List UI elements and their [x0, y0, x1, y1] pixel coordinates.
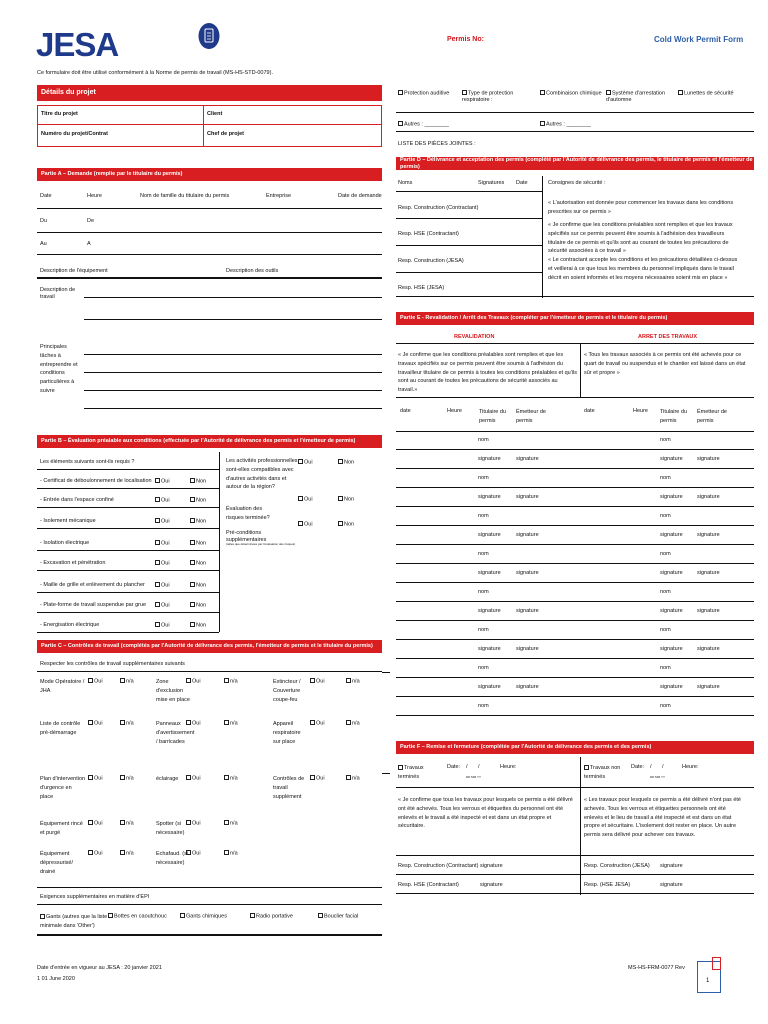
partB-rq2-non[interactable]: Non [338, 521, 354, 528]
project-manager-label: Chef de projet [207, 131, 244, 137]
rt-item-0[interactable]: Protection auditive [398, 90, 458, 97]
project-title-label: Titre du projet [41, 111, 78, 117]
partF-sig-2l: signature [480, 882, 503, 888]
partA-date-label: Date [40, 193, 52, 199]
partE-row4-nom-2: nom [660, 513, 671, 519]
partB-rq1-oui[interactable]: Oui [298, 459, 313, 466]
partE-row5-signature-1: signature [516, 532, 539, 538]
partE-row14-nom-0: nom [478, 703, 489, 709]
partB-item-4-non[interactable]: Non [190, 560, 206, 567]
partC-r2-c1-label: éclairage [156, 776, 179, 782]
epi-item-4[interactable]: Bouclier facial [318, 913, 358, 920]
partD-text3: « Le contractant accepte les conditions et les précautions détaillées ci-dessus et veillerai à ce que tous les membres du personnel impliqués dans le travail décrit en soient informés et les moyens nécessaires soient mis en place » [548, 257, 738, 281]
partD-role-0: Resp. Construction (Contractant) [398, 205, 479, 211]
partE-row1-signature-2: signature [660, 456, 683, 462]
partC-r2-c0-label: Plan d'intervention d'urgence en place [40, 776, 86, 800]
partE-row7-signature-2: signature [660, 570, 683, 576]
partC-r0-c1-label: Zone d'exclusion mise en place [156, 679, 190, 703]
partE-row8-nom-0: nom [478, 589, 489, 595]
partA-desc-equip-label: Description de l'équipement [40, 268, 108, 274]
epi-item-2[interactable]: Gants chimiques [180, 913, 227, 920]
partE-row13-signature-0: signature [478, 684, 501, 690]
partB-item-3-oui[interactable]: Oui [155, 540, 170, 547]
partE-row3-signature-3: signature [697, 494, 720, 500]
partE-row3-signature-0: signature [478, 494, 501, 500]
partF-slash-r2: / [662, 764, 664, 770]
footer-effective: Date d'entrée en vigueur au JESA : 20 janvier 2021 [37, 965, 162, 971]
partB-item-0: - Certificat de déboulonnement de localisation [40, 478, 152, 484]
partE-row5-signature-2: signature [660, 532, 683, 538]
partF-r1r: Resp. Construction (JESA) [584, 863, 650, 869]
partB-item-1: - Entrée dans l'espace confiné [40, 497, 114, 503]
partC-r3-c0-label: Équipement rincé et purgé [40, 821, 83, 836]
partC-respecter: Respecter les contrôles de travail supplémentaires suivants [40, 661, 185, 667]
partA-heure-label: Heure [87, 193, 102, 199]
partC-r3-c1-label: Spotter (si nécessaire) [156, 821, 185, 836]
page-corner-marker [712, 957, 721, 970]
partE-row9-signature-2: signature [660, 608, 683, 614]
partF-heure-l: Heure: [500, 764, 517, 770]
partE-text-right: « Tous les travaux associés à ce permis ont été achevés pour ce quart de travail ou suspendus et le chantier est laissé dans un état sûr et propre » [584, 352, 746, 376]
partC-r1-c1-oui[interactable]: Oui [186, 720, 201, 727]
partB-right-q3: Pré-conditions supplémentaires [226, 530, 267, 543]
partE-row13-signature-1: signature [516, 684, 539, 690]
partC-r0-c1-na[interactable]: n/a [224, 678, 238, 685]
partE-row14-nom-2: nom [660, 703, 671, 709]
partC-r2-c2-na[interactable]: n/a [346, 775, 360, 782]
partF-slash-l2: / [478, 764, 480, 770]
partE-row6-nom-0: nom [478, 551, 489, 557]
partF-sig-1l: signature [480, 863, 503, 869]
partF-slash-l1: / [466, 764, 468, 770]
partF-termines[interactable]: Travaux terminés [398, 765, 424, 780]
partC-r0-c2-oui[interactable]: Oui [310, 678, 325, 685]
partB-rq1b-non[interactable]: Non [338, 496, 354, 503]
partB-item-3: - Isolation électrique [40, 540, 90, 546]
partB-item-4-oui[interactable]: Oui [155, 560, 170, 567]
partB-right-q1: Les activités professionnelles sont-elles compatibles avec d'autres activités dans et autour de la région? [226, 458, 298, 491]
partB-item-5-non[interactable]: Non [190, 582, 206, 589]
partC-r3-c0-oui[interactable]: Oui [88, 820, 103, 827]
partB-item-2: - Isolement mécanique [40, 518, 96, 524]
partE-row9-signature-3: signature [697, 608, 720, 614]
partE-date-r: date [584, 408, 595, 414]
rt-autres-1[interactable]: Autres : ________ [398, 121, 449, 128]
partB-item-0-non[interactable]: Non [190, 478, 206, 485]
partC-r1-c2-label: Appareil respiratoire sur place [273, 721, 301, 745]
partE-emetteur-l: Émetteur de permis [516, 409, 546, 424]
partE-date-l: date [400, 408, 411, 414]
partB-item-1-oui[interactable]: Oui [155, 497, 170, 504]
partF-text-right: « Les travaux pour lesquels ce permis a été délivré n'ont pas été achevés. Tous les verrous et étiquettes personnels ont été enlevés et le lieu de travail a été inspecté et est dans un état propre et sécuritaire. L'isolement doit rester en place. Un autre permis sera délivré pour achever ces travaux. [584, 797, 741, 839]
partB-item-1-non[interactable]: Non [190, 497, 206, 504]
footer-rev: 1 01 June 2020 [37, 976, 75, 982]
partC-epi-label: Exigences supplémentaires en matière d'EPI [40, 894, 150, 900]
partE-row7-signature-3: signature [697, 570, 720, 576]
partC-r2-c2-oui[interactable]: Oui [310, 775, 325, 782]
details-header: Détails du projet [37, 85, 382, 101]
partE-row1-signature-0: signature [478, 456, 501, 462]
jesa-logo: JESA [36, 26, 119, 63]
partD-noms: Noms [398, 180, 413, 186]
partD-consignes: Consignes de sécurité : [548, 180, 606, 186]
rt-item-4[interactable]: Lunettes de sécurité [678, 90, 753, 97]
partE-row10-nom-0: nom [478, 627, 489, 633]
partA-taches-label: Principales tâches à entreprendre et conditions particulières à suivre [40, 344, 78, 394]
partA-de-label: De [87, 218, 95, 224]
partE-emetteur-r: Émetteur de permis [697, 409, 727, 424]
partE-heure-l: Heure [447, 408, 462, 414]
partE-row12-nom-0: nom [478, 665, 489, 671]
partF-r2r: Resp. (HSE JESA) [584, 882, 631, 888]
partC-r0-c2-na[interactable]: n/a [346, 678, 360, 685]
partE-row3-signature-1: signature [516, 494, 539, 500]
partE-row4-nom-0: nom [478, 513, 489, 519]
partA-desc-outils-label: Description des outils [226, 268, 279, 274]
partB-item-0-oui[interactable]: Oui [155, 478, 170, 485]
intro-text: Ce formulaire doit être utilisé conformément à la Norme de permis de travail (MS-HS-STD-0079). [37, 70, 273, 76]
partF-r2l: Resp. HSE (Contractant) [398, 882, 459, 888]
partB-item-4: - Excavation et pénétration [40, 560, 106, 566]
partC-r3-c1-oui[interactable]: Oui [186, 820, 201, 827]
partE-titulaire-r: Titulaire du permis [660, 409, 688, 424]
partE-row11-signature-0: signature [478, 646, 501, 652]
partD-text1: « L'autorisation est donnée pour commencer les travaux dans les conditions prescrites sur ce permis » [548, 200, 734, 215]
partC-r1-c0-na[interactable]: n/a [120, 720, 134, 727]
partE-row0-nom-0: nom [478, 437, 489, 443]
partF-sig-1r: signature [660, 863, 683, 869]
partC-r0-c2-label: Extincteur / Couverture coupe-feu [273, 679, 301, 703]
seal-icon [198, 22, 220, 50]
epi-item-1[interactable]: Bottes en caoutchouc [108, 913, 167, 920]
partC-r4-c0-na[interactable]: n/a [120, 850, 134, 857]
partE-row3-signature-2: signature [660, 494, 683, 500]
partE-row5-signature-0: signature [478, 532, 501, 538]
partB-right-q3-note: (telles que déterminées par l'évaluation des risques) [226, 542, 296, 546]
partE-row11-signature-1: signature [516, 646, 539, 652]
partA-desc-travail-label: Description de travail [40, 287, 76, 300]
partB-item-2-non[interactable]: Non [190, 518, 206, 525]
partB-item-5: - Maille de grille et enlèvement du plancher [40, 582, 145, 588]
partA-nom-label: Nom de famille du titulaire du permis [140, 193, 230, 199]
partC-r4-c0-oui[interactable]: Oui [88, 850, 103, 857]
partC-r4-c0-label: Équipement dépressurisé/ drainé [40, 851, 74, 875]
partB-item-3-non[interactable]: Non [190, 540, 206, 547]
partC-r2-c0-na[interactable]: n/a [120, 775, 134, 782]
partC-r2-c1-oui[interactable]: Oui [186, 775, 201, 782]
partF-datefmt-l: DD MM YY [466, 775, 481, 779]
partB-header: Partie B – Évaluation préalable aux conditions (effectuée par l'Autorité de délivrance des permis et l'émetteur de permis) [37, 435, 382, 448]
partA-entreprise-label: Entreprise [266, 193, 292, 199]
partC-r1-c2-oui[interactable]: Oui [310, 720, 325, 727]
partE-row0-nom-2: nom [660, 437, 671, 443]
partC-r4-c1-oui[interactable]: Oui [186, 850, 201, 857]
partF-heure-r: Heure: [682, 764, 699, 770]
partC-r2-c0-oui[interactable]: Oui [88, 775, 103, 782]
partB-item-5-oui[interactable]: Oui [155, 582, 170, 589]
partE-row7-signature-1: signature [516, 570, 539, 576]
partE-row9-signature-0: signature [478, 608, 501, 614]
partC-r1-c2-na[interactable]: n/a [346, 720, 360, 727]
partD-text2: « Je confirme que les conditions préalables sont remplies et que les travaux spécifiés sur ce permis peuvent être soumis à l'adhésion des travailleurs titulaire de ce permis et qu'ils sont au courant de toutes les précautions de sécurité associées à ce travail » [548, 222, 733, 255]
partB-item-6-oui[interactable]: Oui [155, 602, 170, 609]
partC-r4-c1-na[interactable]: n/a [224, 850, 238, 857]
partF-slash-r1: / [650, 764, 652, 770]
partE-header: Partie E - Revalidation / Arrêt des Travaux (compléter par l'émetteur de permis et le titulaire du permis) [396, 312, 754, 325]
partA-a-label: A [87, 241, 91, 247]
partC-r4-c1-label: Echafaud. (si nécessaire) [156, 851, 189, 866]
partC-r1-c1-na[interactable]: n/a [224, 720, 238, 727]
partE-row1-signature-3: signature [697, 456, 720, 462]
client-label: Client [207, 111, 223, 117]
partF-header: Partie F – Remise et fermeture (complétée par l'Autorité de délivrance des permis et des permis) [396, 741, 754, 754]
partE-row11-signature-3: signature [697, 646, 720, 652]
partE-titulaire-l: Titulaire du permis [479, 409, 507, 424]
partB-right-q2: Évaluation des risques terminée? [226, 506, 270, 521]
partB-item-7: - Energisation électrique [40, 622, 100, 628]
partC-r1-c1-label: Panneaux d'avertissement / barricades [156, 721, 195, 745]
partD-role-2: Resp. Construction (JESA) [398, 258, 464, 264]
rt-pieces: LISTE DES PIÈCES JOINTES : [398, 141, 476, 147]
rt-item-2[interactable]: Combinaison chimique [540, 90, 610, 97]
page-number: 1 [706, 978, 710, 984]
partB-item-6-non[interactable]: Non [190, 602, 206, 609]
partC-r0-c0-na[interactable]: n/a [120, 678, 134, 685]
partB-item-2-oui[interactable]: Oui [155, 518, 170, 525]
partC-r3-c0-na[interactable]: n/a [120, 820, 134, 827]
partE-heure-r: Heure [633, 408, 648, 414]
permit-no-label: Permis No: [447, 36, 484, 43]
partE-row9-signature-1: signature [516, 608, 539, 614]
page-title: Cold Work Permit Form [654, 35, 744, 44]
partD-date: Date [516, 180, 528, 186]
partD-role-3: Resp. HSE (JESA) [398, 285, 445, 291]
partD-header: Partie D – Délivrance et acceptation des permis (complété par l'Autorité de délivrance des permis, le titulaire de permis et l'émetteur de permis) [396, 157, 754, 170]
footer-code: MS-HS-FRM-0077 Rev [628, 965, 685, 971]
partB-item-7-oui[interactable]: Oui [155, 622, 170, 629]
partD-signatures: Signatures [478, 180, 505, 186]
partE-row6-nom-2: nom [660, 551, 671, 557]
partF-r1l: Resp. Construction (Contractant) [398, 863, 479, 869]
epi-item-3[interactable]: Radio portative [250, 913, 293, 920]
partA-du-label: Du [40, 218, 48, 224]
partE-arret: ARRET DES TRAVAUX [638, 334, 698, 340]
partE-row5-signature-3: signature [697, 532, 720, 538]
partB-rq1-non[interactable]: Non [338, 459, 354, 466]
partB-item-6: - Plate-forme de travail suspendue par grue [40, 602, 147, 608]
partB-rq1b-oui[interactable]: Oui [298, 496, 313, 503]
partE-row13-signature-2: signature [660, 684, 683, 690]
partD-role-1: Resp. HSE (Contractant) [398, 231, 459, 237]
partB-question: Les éléments suivants sont-ils requis ? [40, 459, 135, 465]
partF-sig-2r: signature [660, 882, 683, 888]
partB-rq2-oui[interactable]: Oui [298, 521, 313, 528]
partE-row1-signature-1: signature [516, 456, 539, 462]
rt-item-1[interactable]: Type de protection respiratoire : [462, 90, 514, 104]
partF-date-l: Date: [447, 764, 461, 770]
partC-r0-c0-label: Mode Opératoire / JHA [40, 679, 85, 694]
partE-row7-signature-0: signature [478, 570, 501, 576]
partE-row13-signature-3: signature [697, 684, 720, 690]
partE-revalidation: REVALIDATION [454, 334, 495, 340]
partF-text-left: « Je confirme que tous les travaux pour lesquels ce permis a été délivré ont été achevés. Tous les verrous et étiquettes du personnel ont été enlevés et le travail a été inspecté et est dans un état propre et sécuritaire. [398, 797, 573, 830]
rt-item-3[interactable]: Système d'arrestation d'automne [606, 90, 666, 104]
partC-r1-c0-oui[interactable]: Oui [88, 720, 103, 727]
partE-text-left: « Je confirme que les conditions préalables sont remplies et que les travaux spécifiés sur ce permis peuvent être soumis à l'adhésion du travailleur titulaire de ce permis à toutes les conditions préalables et qu'ils sont au courant de toutes les précautions de sécurité associés au travail.» [398, 352, 577, 394]
partC-r0-c0-oui[interactable]: Oui [88, 678, 103, 685]
partF-non-termines[interactable]: Travaux non terminés [584, 765, 621, 780]
partF-date-r: Date: [631, 764, 645, 770]
epi-item-0[interactable]: Gants (autres que la liste minimale dans 'Other') [40, 914, 108, 930]
partE-row8-nom-2: nom [660, 589, 671, 595]
partC-header: Partie C – Contrôles de travail (complétés par l'Autorité de délivrance des permis, l'émetteur de permis et le titulaire du permis) [37, 640, 382, 653]
partC-r0-c1-oui[interactable]: Oui [186, 678, 201, 685]
partC-r2-c1-na[interactable]: n/a [224, 775, 238, 782]
partE-row11-signature-2: signature [660, 646, 683, 652]
partA-date-demande-label: Date de demande [338, 193, 382, 199]
partE-row2-nom-2: nom [660, 475, 671, 481]
partC-r3-c1-na[interactable]: n/a [224, 820, 238, 827]
partA-header: Partie A – Demande (remplie par le titulaire du permis) [37, 168, 382, 181]
project-no-label: Numéro du projet/Contrat [41, 131, 108, 137]
partC-r2-c2-label: Contrôles de travail supplément [273, 776, 305, 800]
partA-au-label: Au [40, 241, 47, 247]
partE-row2-nom-0: nom [478, 475, 489, 481]
partF-datefmt-r: DD MM YY [650, 775, 665, 779]
rt-autres-2[interactable]: Autres : ________ [540, 121, 591, 128]
partE-row12-nom-2: nom [660, 665, 671, 671]
partB-item-7-non[interactable]: Non [190, 622, 206, 629]
partE-row10-nom-2: nom [660, 627, 671, 633]
partC-r1-c0-label: Liste de contrôle pré-démarrage [40, 721, 81, 736]
